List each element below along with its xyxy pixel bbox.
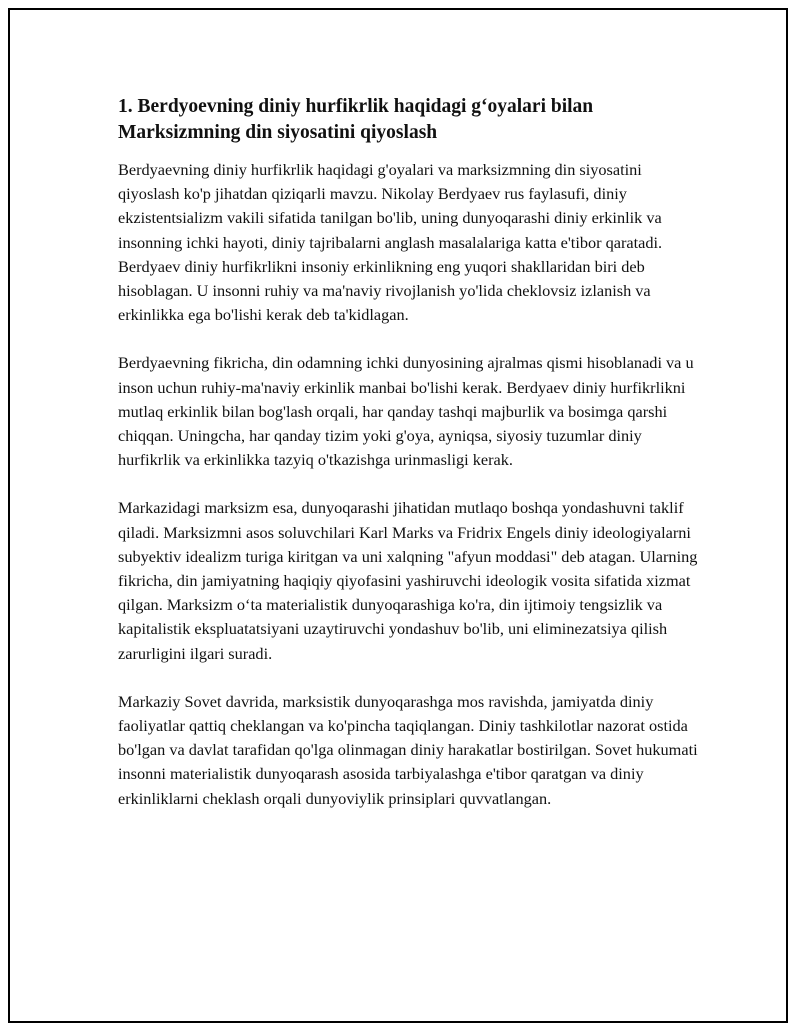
paragraph-3: Markazidagi marksizm esa, dunyoqarashi jihatidan mutlaqo boshqa yondashuvni taklif qiladi. Marksizmni asos soluvchilari Karl Marks va Fridrix Engels diniy ideologiyalarni subyektiv idealizm turiga kiritgan va uni xalqning "afyun moddasi" deb atagan. Ularning fikricha, din jamiyatning haqiqiy qiyofasini yashiruvchi ideologik vosita sifatida xizmat qilgan. Marksizm o‘ta materialistik dunyoqarashiga ko'ra, din ijtimoiy tengsizlik va kapitalistik ekspluatatsiyani uzaytiruvchi yondashuv bo'lib, uni eliminezatsiya qilish zarurligini ilgari suradi.: [118, 498, 698, 663]
paragraph-2: Berdyaevning fikricha, din odamning ichki dunyosining ajralmas qismi hisoblanadi va u inson uchun ruhiy-ma'naviy erkinlik manbai bo'lishi kerak. Berdyaev diniy hurfikrlikni mutlaq erkinlik bilan bog'lash orqali, har qanday tashqi majburlik va bosimga qarshi chiqqan. Uningcha, har qanday tizim yoki g'oya, ayniqsa, siyosiy tuzumlar diniy hurfikrlik va erkinlikka tazyiq o'tkazishga urinmasligi kerak.: [118, 353, 694, 470]
paragraph-4: Markaziy Sovet davrida, marksistik dunyoqarashga mos ravishda, jamiyatda diniy faoliyatlar qattiq cheklangan va ko'pincha taqiqlangan. Diniy tashkilotlar nazorat ostida bo'lgan va davlat tarafidan qo'lga olinmagan diniy harakatlar bostirilgan. Sovet hukumati insonni materialistik dunyoqarash asosida tarbiyalashga e'tibor qaratgan va diniy erkinliklarni cheklash orqali dunyoviylik prinsiplari quvvatlangan.: [118, 691, 698, 808]
document-title: 1. Berdyoevning diniy hurfikrlik haqidagi g‘oyalari bilan Marksizmning din siyosatini qiyoslash: [118, 96, 594, 143]
paragraph-1: Berdyaevning diniy hurfikrlik haqidagi g'oyalari va marksizmning din siyosatini qiyoslash ko'p jihatdan qiziqarli mavzu. Nikolay Berdyaev rus faylasufi, diniy ekzistentsializm vakili sifatida tanilgan bo'lib, uning dunyoqarashi diniy erkinlik va insonning ichki hayoti, diniy tajribalarni anglash masalalariga katta e'tibor qaratadi. Berdyaev diniy hurfikrlikni insoniy erkinlikning eng yuqori shakllaridan biri deb hisoblagan. U insonni ruhiy va ma'naviy rivojlanish yo'lida cheklovsiz izlanish va erkinlikka ega bo'lishi kerak deb ta'kidlagan.: [118, 160, 663, 325]
document-body: [118, 94, 698, 835]
